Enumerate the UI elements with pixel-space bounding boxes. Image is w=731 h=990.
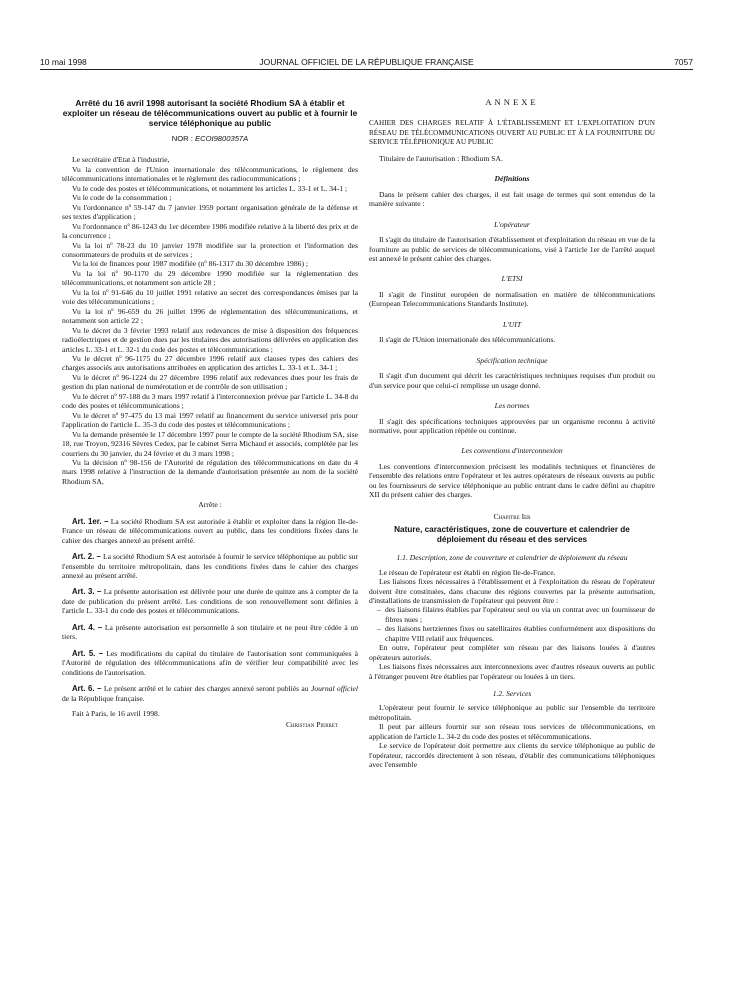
- visa-paragraph: Vu le code de la consommation ;: [72, 193, 172, 203]
- header-page-number: 7057: [674, 57, 693, 67]
- term-definition: Il s'agit de l'institut européen de normalisation en matière de télécommunications (European Telecommunications Standards Institute).: [369, 289, 655, 309]
- visa-paragraph: Vu le décret du 3 février 1993 relatif aux redevances de mise à disposition des fréquences radioélectriques et de gestion dues par les titulaires des autorisations délivrées en application des articles L. 33-1 et L. 32-1 du code des postes et télécommunications ;: [62, 325, 358, 354]
- bullet-item: – des liaisons hertziennes fixes ou satellitaires établies conformément aux dispositions du chapitre VIII relatif aux fréquences.: [369, 624, 655, 643]
- article-text: La présente autorisation est délivrée pour une durée de quinze ans à compter de la date de publication du présent arrêté. Les conditions de son renouvellement sont définies à l'article L. 33-1 du code des postes et télécommunications.: [62, 587, 358, 616]
- articles-list: [62, 517, 358, 677]
- titulaire: Titulaire de l'autorisation : Rhodium SA.: [379, 153, 503, 163]
- header-date: 10 mai 1998: [40, 57, 87, 67]
- section-1-1-p1: Le réseau de l'opérateur est établi en région Ile-de-France.: [379, 567, 556, 577]
- signature: Christian Pierret: [285, 720, 338, 730]
- visa-paragraph: Vu la loi nº 96-659 du 26 juillet 1996 de réglementation des télécommunications, et notamment son article 22 ;: [62, 306, 358, 326]
- section-1-2-p3: Le service de l'opérateur doit permettre aux clients du service téléphonique au public de l'opérateur, raccordés directement à son réseau, d'établir des communications téléphoniques avec l'ensemble: [369, 741, 655, 770]
- article-6: [62, 684, 358, 703]
- chapter-label: Chapitre Ier: [493, 511, 531, 521]
- visa-paragraph: Vu la demande présentée le 17 décembre 1997 pour le compte de la société Rhodium SA, sise 18, rue Troyon, 92316 Sèvres Cedex, par le cabinet Serra Michaud et associés, complétée par les courriers du 30 janvier, du 24 février et du 3 mars 1998 ;: [62, 429, 358, 458]
- visa-paragraph: Vu le décret nº 96-1175 du 27 décembre 1996 relatif aux clauses types des cahiers des charges associés aux autorisations attribuées en application des articles L. 33-1 et L. 34-1 ;: [62, 353, 358, 373]
- article-text: La société Rhodium SA est autorisée à établir et exploiter dans la région Ile-de-France un réseau de télécommunications ouvert au public, dans les conditions fixées dans le cahier des charges annexé au présent arrêté.: [62, 516, 358, 545]
- term-heading: L'UIT: [502, 319, 522, 329]
- article-paragraph: [62, 587, 358, 615]
- term-heading: Les conventions d'interconnexion: [461, 446, 563, 456]
- article-number: Art. 2. –: [72, 552, 101, 562]
- visa-paragraph: Vu le décret nº 97-188 du 3 mars 1997 relatif à l'interconnexion prévue par l'article L. 34-8 du code des postes et télécommunications ;: [62, 391, 358, 411]
- article-number: Art. 4. –: [72, 622, 103, 632]
- definitions-heading: Définitions: [494, 174, 530, 184]
- visa-paragraph: Vu le code des postes et télécommunications, et notamment les articles L. 33-1 et L. 34-1 ;: [72, 183, 348, 193]
- article-paragraph: [62, 552, 358, 580]
- nor-code: ECOI9800357A: [195, 134, 249, 143]
- term-definition: Il s'agit du titulaire de l'autorisation d'établissement et d'exploitation du réseau en vue de la fourniture au public de services de télécommunications, visé à l'article 1er de l'arrêté auquel est annexé le présent cahier des charges.: [369, 235, 655, 263]
- terms-list: [369, 220, 655, 500]
- arrete-heading: Arrête :: [198, 500, 222, 510]
- visa-paragraph: Vu la décision nº 98-156 de l'Autorité de régulation des télécommunications en date du 4 mars 1998 relative à l'instruction de la demande d'autorisation présentée au nom de la société Rhodium SA,: [62, 457, 358, 486]
- right-column: [369, 98, 655, 770]
- article-6-text-post: de la République française.: [62, 693, 145, 703]
- term-definition: Il s'agit d'un document qui décrit les caractéristiques techniques requises d'un produit ou d'un service pour que celui-ci remplisse un usage donné.: [369, 371, 655, 390]
- term-definition: Il s'agit de l'Union internationale des télécommunications.: [379, 335, 556, 345]
- visa-paragraph: Vu l'ordonnance nº 59-147 du 7 janvier 1959 portant organisation générale de la défense et ses textes d'application ;: [62, 202, 358, 222]
- article-text: Les modifications du capital du titulaire de l'autorisation sont communiquées à l'Autorité de régulation des télécommunications afin de vérifier leur compatibilité avec les conditions de l'autorisation.: [62, 648, 359, 677]
- page-header: [40, 57, 693, 69]
- article-paragraph: [62, 649, 358, 677]
- header-rule: [40, 69, 693, 70]
- term-definition: Il s'agit des spécifications techniques approuvées par un organisme reconnu à activité normative, pour application répétée ou continue.: [369, 416, 655, 435]
- article-number: Art. 3. –: [72, 587, 102, 597]
- section-1-1-bullets: [369, 605, 655, 643]
- section-1-2-p2: Il peut par ailleurs fournir sur son réseau tous services de télécommunications, en application de l'article L. 34-2 du code des postes et télécommunications.: [369, 722, 655, 741]
- section-1-2-title: 1.2. Services: [492, 689, 532, 699]
- visa-paragraph: Vu la loi nº 91-646 du 10 juillet 1991 relative au secret des correspondances émises par la voie des télécommunications ;: [62, 287, 358, 307]
- section-1-1-title: 1.1. Description, zone de couverture et calendrier de déploiement du réseau: [396, 553, 628, 563]
- visa-paragraph: Vu la loi nº 78-23 du 10 janvier 1978 modifiée sur la protection et l'information des consommateurs de produits et de services ;: [62, 240, 358, 259]
- article-text: La société Rhodium SA est autorisée à fournir le service téléphonique au public sur l'ensemble du territoire métropolitain, dans les conditions fixées dans le cahier des charges annexé au présent arrêté.: [62, 552, 359, 581]
- term-heading: L'ETSI: [501, 274, 523, 284]
- term-definition: Les conventions d'interconnexion précisent les modalités techniques et financières de l'ensemble des relations entre l'opérateur et les autres opérateurs de réseaux ouverts au public ou les fournisseurs de service téléphonique au public entrant dans le cadre défini au chapitre XII du présent cahier des charges.: [369, 461, 655, 500]
- article-text: La présente autorisation est personnelle à son titulaire et ne peut être cédée à un tiers.: [62, 622, 358, 642]
- section-1-1-p4: Les liaisons fixes nécessaires aux interconnexions avec d'autres réseaux ouverts au public à l'étranger peuvent être établies par l'opérateur ou louées à un tiers.: [369, 662, 655, 681]
- visa-paragraph: Vu l'ordonnance nº 86-1243 du 1er décembre 1986 modifiée relative à la liberté des prix et de la concurrence ;: [62, 221, 358, 241]
- decree-title: Arrêté du 16 avril 1998 autorisant la société Rhodium SA à établir et exploiter un réseau de télécommunications ouvert au public et à fournir le service téléphonique au public: [62, 98, 358, 128]
- term-heading: Les normes: [494, 401, 530, 411]
- article-6-number: Art. 6. –: [72, 684, 102, 694]
- article-number: Art. 5. –: [72, 648, 104, 658]
- section-1-1-p3: En outre, l'opérateur peut compléter son réseau par des liaisons louées à d'autres opérateurs autorisés.: [369, 643, 655, 662]
- term-heading: Spécification technique: [476, 355, 548, 365]
- visa-paragraph: Vu le décret nº 96-1224 du 27 décembre 1996 relatif aux redevances dues pour les frais de gestion du plan national de numérotation et de contrôle de son utilisation ;: [62, 372, 358, 392]
- visas-list: [62, 155, 358, 486]
- journal-officiel-link-text: Journal officiel: [310, 684, 358, 694]
- nor-reference: [62, 134, 358, 143]
- visa-paragraph: Vu la convention de l'Union internationale des télécommunications, le règlement des télécommunications internationales et le règlement des radiocommunications ;: [62, 164, 358, 184]
- definitions-intro: Dans le présent cahier des charges, il est fait usage de termes qui sont entendus de la manière suivante :: [369, 189, 655, 209]
- visa-paragraph: Vu la loi nº 90-1170 du 29 décembre 1990 modifiée sur la réglementation des télécommunications, et notamment son article 28 ;: [62, 268, 358, 288]
- nor-label: NOR :: [171, 134, 193, 143]
- cahier-title: CAHIER DES CHARGES RELATIF À L'ÉTABLISSEMENT ET L'EXPLOITATION D'UN RÉSEAU DE TÉLÉCOMMUNICATIONS OUVERT AU PUBLIC ET À LA FOURNITURE DU SERVICE TÉLÉPHONIQUE AU PUBLIC: [369, 119, 655, 147]
- left-column: [62, 98, 358, 730]
- visa-paragraph: Vu la loi de finances pour 1987 modifiée (nº 86-1317 du 30 décembre 1986) ;: [72, 259, 308, 269]
- visa-paragraph: Vu le décret nº 97-475 du 13 mai 1997 relatif au financement du service universel pris pour l'application de l'article L. 35-3 du code des postes et télécommunications ;: [62, 410, 358, 430]
- bullet-item: – des liaisons filaires établies par l'opérateur seul ou via un contrat avec un fournisseur de fibres nues ;: [369, 605, 655, 624]
- section-1-2-p1: L'opérateur peut fournir le service téléphonique au public sur l'ensemble du territoire métropolitain.: [369, 703, 655, 722]
- fait-a-paris: Fait à Paris, le 16 avril 1998.: [72, 709, 160, 719]
- term-heading: L'opérateur: [494, 219, 530, 229]
- article-paragraph: [62, 623, 358, 642]
- article-number: Art. 1er. –: [72, 516, 109, 526]
- visa-paragraph: Le secrétaire d'Etat à l'industrie,: [72, 155, 170, 165]
- chapter-title: Nature, caractéristiques, zone de couverture et calendrier de déploiement du réseau et des services: [394, 525, 630, 545]
- article-6-text-pre: Le présent arrêté et le cahier des charges annexé seront publiés au: [103, 684, 309, 694]
- annexe-heading: ANNEXE: [485, 97, 539, 107]
- section-1-1-p2: Les liaisons fixes nécessaires à l'établissement et à l'exploitation du réseau de l'opérateur doivent être constituées, dans chacune des régions couvertes par la présente autorisation, d'installations de transmission de l'opérateur qui peuvent être :: [369, 577, 655, 605]
- article-paragraph: [62, 517, 358, 545]
- header-journal-title: JOURNAL OFFICIEL DE LA RÉPUBLIQUE FRANÇAISE: [259, 57, 474, 67]
